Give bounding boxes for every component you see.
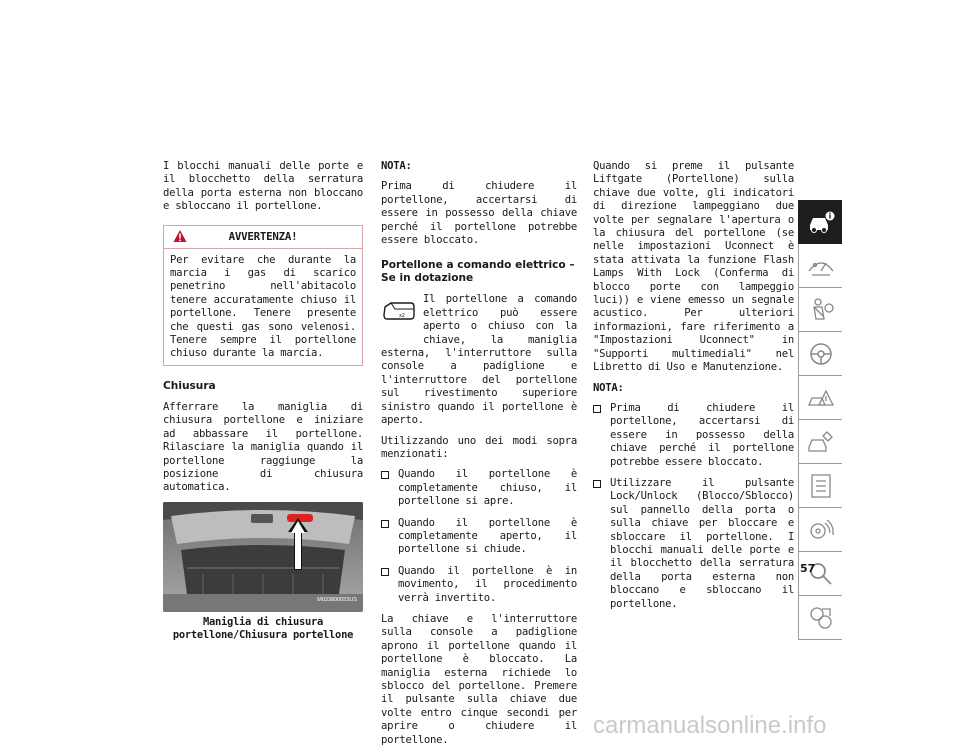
power-liftgate-text: Il portellone a comando elettrico può essere aperto o chiuso con la chiave, la maniglia esterna, l'interruttore sulla console a padiglione e l'interruttore del portellone sul rivestimento superiore sinistro quando il portellone è aperto. [381,293,577,427]
roadside-emergency-icon [806,383,836,413]
column-left [163,160,363,642]
key-paragraph: La chiave e l'interruttore sulla console a padiglione aprono il portellone quando il portellone è bloccato. La maniglia esterna richiede lo sblocco del portellone. Premere il pulsante sulla chiave due volte entro cinque secondi per aprire o chiudere il portellone. [381,612,577,746]
seatbelt-airbag-icon [806,295,836,325]
nota-label: NOTA: [593,381,624,394]
bullet-item: Quando il portellone è completamente chiuso, il portellone si apre. [381,468,577,508]
column-right [593,160,794,619]
specifications-list-icon [806,471,836,501]
liftgate-key-icon [381,295,417,335]
bullet-item: Prima di chiudere il portellone, accertarsi di essere in possesso della chiave perché il portellone potrebbe essere bloccato. [593,402,794,469]
intro-paragraph: I blocchi manuali delle porte e il blocchetto della serratura della porta esterna non bloccano e sbloccano il portellone. [163,160,363,213]
svg-text:x2: x2 [399,313,405,320]
warning-title: AVVERTENZA! [228,229,298,243]
bullet-box-icon [381,568,389,576]
bullet-box-icon [381,520,389,528]
power-liftgate-paragraph [381,293,577,427]
steering-wheel-icon [806,339,836,369]
bullet-box-icon [593,405,601,413]
bullet-item: Quando il portellone è completamente aperto, il portellone si chiude. [381,517,577,557]
tab-multimedia[interactable] [798,508,842,552]
nota-label: NOTA: [381,160,412,172]
warning-header [164,226,362,249]
heading-power-liftgate: Portellone a comando elettrico – Se in dotazione [381,259,575,285]
tab-vehicle-info[interactable] [798,200,842,244]
figure-code: M033800053US [317,597,357,604]
column-middle [381,160,577,754]
bullet-item: Quando il portellone è in movimento, il procedimento verrà invertito. [381,565,577,605]
dashboard-warning-icon [806,251,836,281]
tab-service[interactable] [798,420,842,464]
nota-paragraph: Prima di chiudere il portellone, accertarsi di essere in possesso della chiave perché il portellone potrebbe essere bloccato. [381,180,577,247]
car-info-icon [806,207,836,237]
warning-box [163,225,363,366]
page-number: 57 [800,562,816,575]
tab-safety[interactable] [798,288,842,332]
tab-languages[interactable] [798,596,842,640]
car-service-icon [806,427,836,457]
figure-caption: Maniglia di chiusura portellone/Chiusura portellone [172,615,354,641]
watermark: carmanualsonline.info [593,712,827,739]
bullet-item: Utilizzare il pulsante Lock/Unlock (Blocco/Sblocco) sul pannello della porta o sulla chiave per bloccare e sbloccare il portellone. I blocchi manuali delle porte e il blocchetto della serratura della porta esterna non bloccano e sbloccano il portellone. [593,477,794,611]
liftgate-button-paragraph: Quando si preme il pulsante Liftgate (Portellone) sulla chiave due volte, gli indicatori di direzione lampeggiano due volte per segnalare l'apertura o la chiusura del portellone (se nelle impostazioni Uconnect è stata attivata la funzione Flash Lamps With Lock (Conferma di blocco porte con lampeggio luci)) e viene emesso un segnale acustico. Per ulteriori informazioni, fare riferimento a "Impostazioni Uconnect" in "Supporti multimediali" nel Libretto di Uso e Manutenzione. [593,160,794,374]
multimedia-icon [806,515,836,545]
bullet-box-icon [381,471,389,479]
tab-specifications[interactable] [798,464,842,508]
tab-driving[interactable] [798,332,842,376]
modes-intro: Utilizzando uno dei modi sopra menzionati: [381,434,577,460]
warning-text: Per evitare che durante la marcia i gas di scarico penetrino nell'abitacolo tenere accuratamente chiuso il portellone. Tenere presente che questi gas sono velenosi. Tenere sempre il portellone chiuso durante la marcia. [170,253,356,360]
tab-emergency[interactable] [798,376,842,420]
heading-chiusura: Chiusura [163,379,216,392]
tab-dashboard[interactable] [798,244,842,288]
languages-icon [806,603,836,633]
liftgate-figure [163,502,363,612]
chiusura-paragraph: Afferrare la maniglia di chiusura portellone e iniziare ad abbassare il portellone. Rilasciare la maniglia quando il portellone raggiunge la posizione di chiusura automatica. [163,400,363,494]
bullet-box-icon [593,480,601,488]
